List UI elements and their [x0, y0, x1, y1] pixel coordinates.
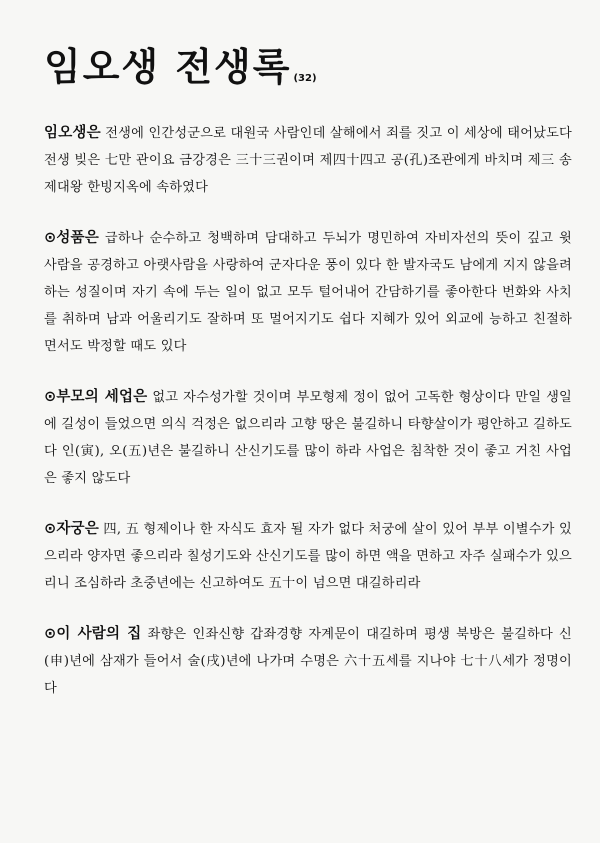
- section-text: 없고 자수성가할 것이며 부모형제 정이 없어 고독한 형상이다 만일 생일에 길성이 들었으면 의식 걱정은 없으리라 고향 땅은 불길하니 타향살이가 평안하고 길하도다 인(寅), 오(五)년은 불길하니 산신기도를 많이 하라 사업은 침착한 것이 좋고 거친 사업은 좋지 않도다: [44, 390, 572, 486]
- section-heading: ⊙자궁은: [44, 521, 99, 537]
- section-text: 좌향은 인좌신향 갑좌경향 자계문이 대길하며 평생 북방은 불길하다 신(申)년에 삼재가 들어서 술(戌)년에 나가며 수명은 六十五세를 지나야 七十八세가 정명이다: [44, 627, 572, 696]
- page-number: (32): [293, 73, 317, 84]
- section-personality: [44, 225, 572, 360]
- section-children: [44, 516, 572, 597]
- section-family-business: [44, 384, 572, 492]
- section-past-life: [44, 120, 572, 201]
- title-row: [44, 45, 572, 89]
- section-text: 급하나 순수하고 청백하며 담대하고 두뇌가 명민하여 자비자선의 뜻이 깊고 윗 사람을 공경하고 아랫사람을 사랑하여 군자다운 풍이 있다 한 발자국도 남에게 지지 않을려하는 성질이며 자기 속에 두는 일이 없고 모두 털어내어 간담하기를 좋아한다 번화와 사치를 취하며 남과 어울리기도 잘하며 또 멀어지기도 쉽다 지혜가 있어 외교에 능하고 친절하면서도 박정할 때도 있다: [44, 231, 572, 354]
- page-title: 임오생 전생록: [44, 45, 292, 89]
- section-text: 전생에 인간성군으로 대원국 사람인데 살해에서 죄를 짓고 이 세상에 태어났도다 전생 빚은 七만 관이요 금강경은 三十三권이며 제四十四고 공(孔)조관에게 바치며 제三 송제대왕 한빙지옥에 속하였다: [44, 126, 572, 195]
- section-house: [44, 621, 572, 702]
- section-heading: ⊙이 사람의 집: [44, 626, 142, 642]
- section-heading: ⊙부모의 세업은: [44, 389, 148, 405]
- section-heading: ⊙성품은: [44, 230, 99, 246]
- section-text: 四, 五 형제이나 한 자식도 효자 될 자가 없다 처궁에 살이 있어 부부 이별수가 있으리라 양자면 좋으리라 칠성기도와 산신기도를 많이 하면 액을 면하고 자주 실패수가 있으리니 조심하라 초중년에는 신고하여도 五十이 넘으면 대길하리라: [44, 522, 572, 591]
- section-heading: 임오생은: [44, 125, 101, 141]
